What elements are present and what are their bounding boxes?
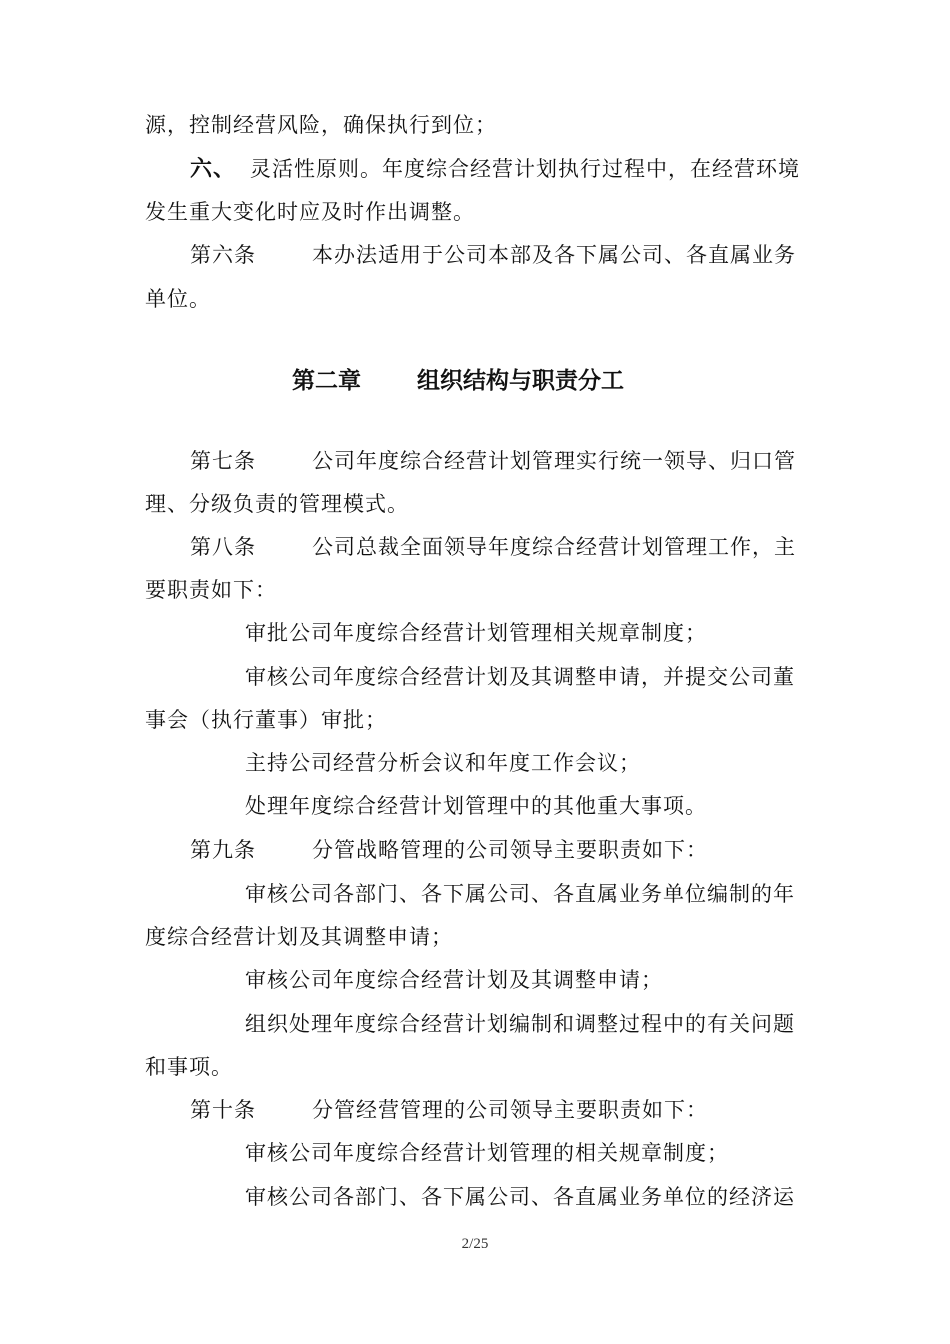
article-line: [190, 1095, 708, 1125]
body-line: 源，控制经营风险，确保执行到位；: [145, 113, 497, 137]
list-item: 审核公司各部门、各下属公司、各直属业务单位编制的年: [245, 882, 795, 906]
article-number: 第八条: [190, 535, 256, 559]
body-text: 灵活性原则。年度综合经营计划执行过程中，在经营环境: [250, 157, 801, 181]
article-text: 公司年度综合经营计划管理实行统一领导、归口管: [312, 449, 796, 473]
body-line: [190, 154, 800, 185]
body-line: 度综合经营计划及其调整申请；: [145, 925, 453, 949]
list-item: 审核公司年度综合经营计划管理的相关规章制度；: [245, 1141, 729, 1165]
article-text: 分管战略管理的公司领导主要职责如下：: [312, 838, 708, 862]
article-number: 第九条: [190, 838, 256, 862]
body-line: 要职责如下：: [145, 578, 277, 602]
list-item: 处理年度综合经营计划管理中的其他重大事项。: [245, 794, 707, 818]
article-line: [190, 532, 796, 562]
body-line: 理、分级负责的管理模式。: [145, 492, 409, 516]
list-item: 主持公司经营分析会议和年度工作会议；: [245, 751, 641, 775]
body-line: 和事项。: [145, 1055, 233, 1079]
chapter-heading: [292, 366, 624, 396]
article-line: [190, 240, 796, 270]
chapter-title: 组织结构与职责分工: [417, 368, 624, 394]
article-number: 第六条: [190, 243, 256, 267]
list-item: 组织处理年度综合经营计划编制和调整过程中的有关问题: [245, 1012, 795, 1036]
article-number: 第七条: [190, 449, 256, 473]
page-number: 2/25: [461, 1236, 489, 1252]
list-item: 审批公司年度综合经营计划管理相关规章制度；: [245, 621, 707, 645]
body-line: 发生重大变化时应及时作出调整。: [145, 200, 475, 224]
list-item: 审核公司年度综合经营计划及其调整申请；: [245, 968, 663, 992]
article-line: [190, 446, 796, 476]
article-text: 本办法适用于公司本部及各下属公司、各直属业务: [312, 243, 796, 267]
article-line: [190, 835, 708, 865]
list-number: 六、: [190, 157, 237, 182]
body-line: 事会（执行董事）审批；: [145, 708, 387, 732]
list-item: 审核公司年度综合经营计划及其调整申请，并提交公司董: [245, 665, 795, 689]
article-number: 第十条: [190, 1098, 256, 1122]
chapter-number: 第二章: [292, 368, 361, 394]
article-text: 公司总裁全面领导年度综合经营计划管理工作，主: [312, 535, 796, 559]
list-item: 审核公司各部门、各下属公司、各直属业务单位的经济运: [245, 1185, 795, 1209]
body-line: 单位。: [145, 287, 211, 311]
article-text: 分管经营管理的公司领导主要职责如下：: [312, 1098, 708, 1122]
